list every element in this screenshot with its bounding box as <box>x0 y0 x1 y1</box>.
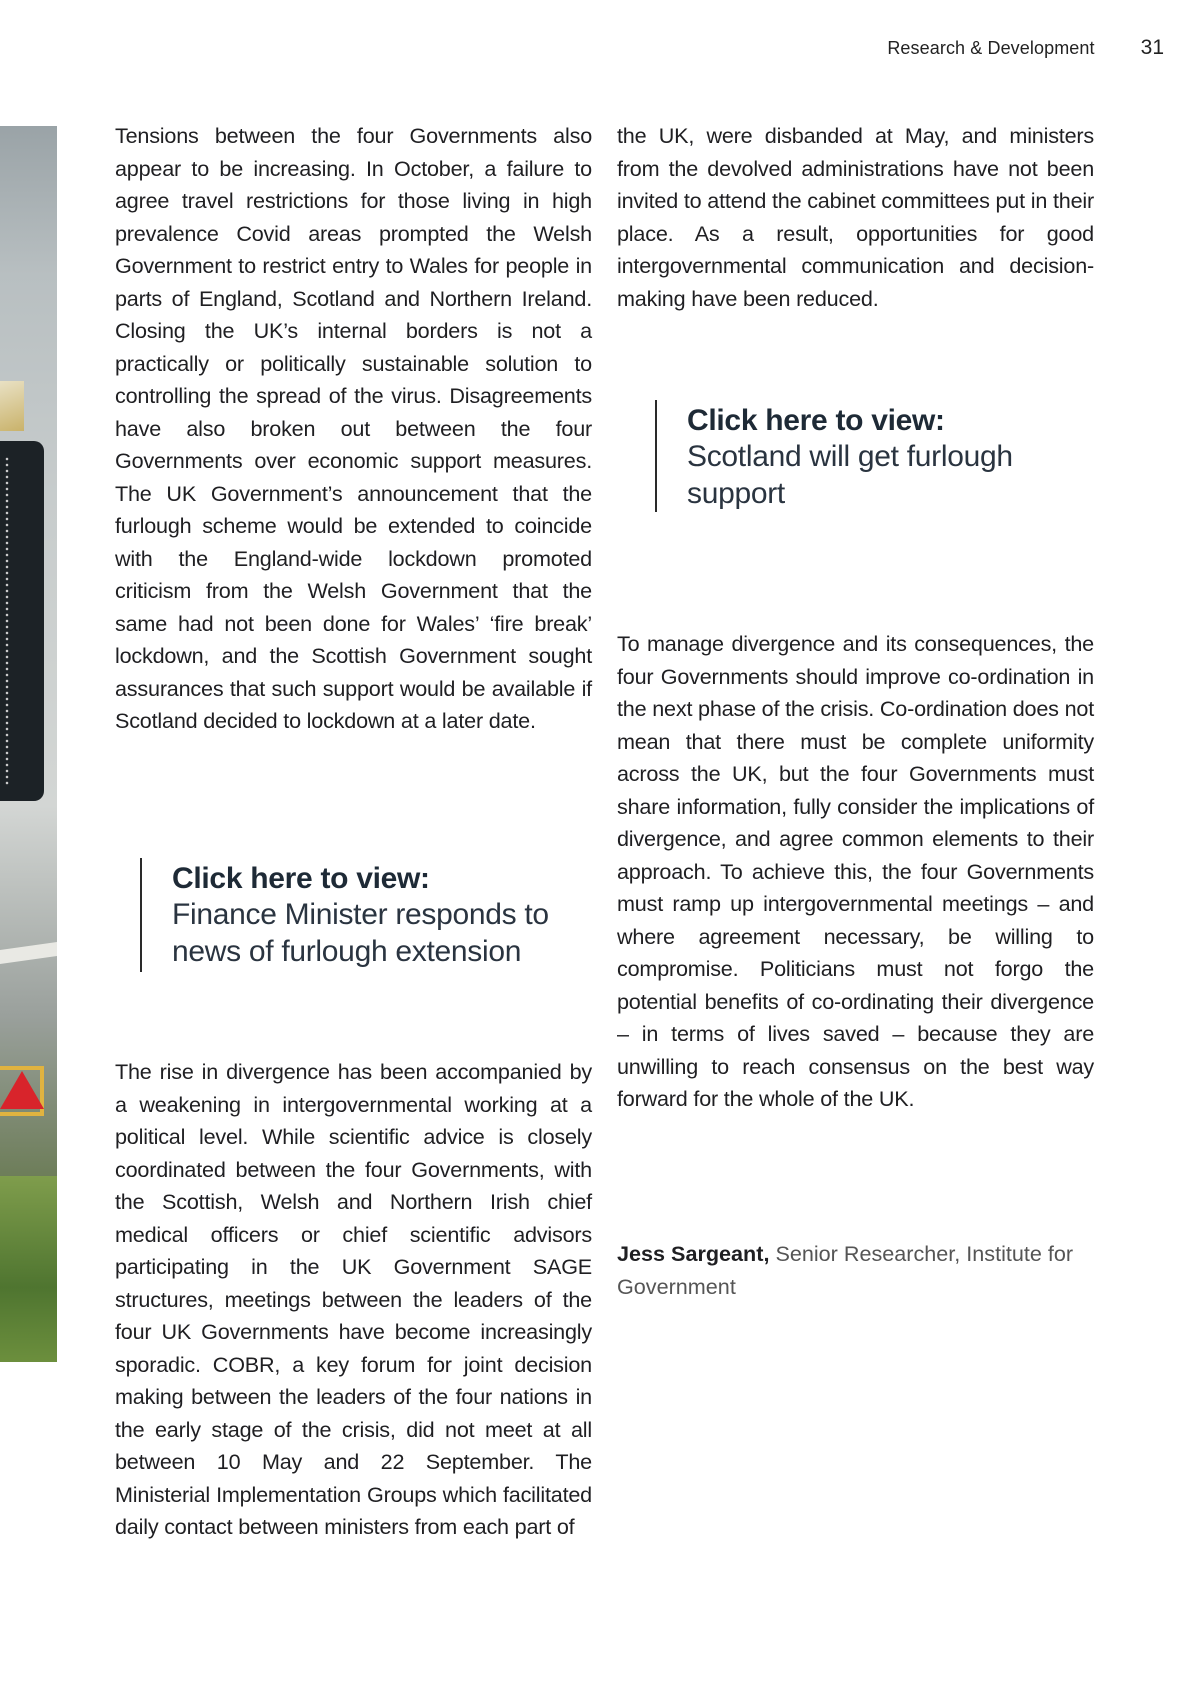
page-header <box>887 36 1164 60</box>
road-marking <box>0 942 57 964</box>
author-credit <box>617 1238 1094 1303</box>
sign-top-shape <box>0 381 24 431</box>
warning-triangle-icon <box>0 1071 44 1109</box>
finance-minister-video-link[interactable] <box>140 858 592 972</box>
cta-heading: Click here to view: <box>687 404 945 437</box>
right-column-lower <box>617 628 1094 1116</box>
author-name: Jess Sargeant, <box>617 1241 770 1266</box>
left-paragraph-2: The rise in divergence has been accompanied by a weakening in intergovernmental working at a political level. While scientific advice is closely coordinated between the four Governments, with the Scottish, Welsh and Northern Irish chief medical officers or chief scientific advisors participating in the UK Government SAGE structures, meetings between the leaders of the four UK Governments have become increasingly sporadic. COBR, a key forum for joint decision making between the leaders of the four nations in the early stage of the crisis, did not meet at all between 10 May and 22 September. The Ministerial Implementation Groups which facilitated daily contact between ministers from each part of <box>115 1059 592 1539</box>
right-paragraph-1: the UK, were disbanded at May, and ministers from the devolved administrations have not been invited to attend the cabinet committees put in their place. As a result, opportunities for good intergovernmental communication and decision-making have been reduced. <box>617 123 1094 311</box>
cta-text: Finance Minister responds to news of furlough extension <box>172 898 549 968</box>
right-paragraph-2: To manage divergence and its consequences, the four Governments should improve co-ordination in the next phase of the crisis. Co-ordination does not mean that there must be complete uniformity across the UK, but the four Governments must share information, fully consider the implications of divergence, and agree common elements to their approach. To achieve this, the four Governments must ramp up intergovernmental meetings – and where agreement necessary, be willing to compromise. Politicians must not forgo the potential benefits of co-ordinating their divergence – in terms of lives saved – because they are unwilling to reach consensus on the best way forward for the whole of the UK. <box>617 631 1094 1111</box>
left-column-lower <box>115 1056 592 1544</box>
left-paragraph-1: Tensions between the four Governments also appear to be increasing. In October, a failure to agree travel restrictions for those living in high prevalence Covid areas prompted the Welsh Government to restrict entry to Wales for people in parts of England, Scotland and Northern Ireland. Closing the UK’s internal borders is not a practically or politically sustainable solution to controlling the spread of the virus. Disagreements have also broken out between the four Governments over economic support measures. The UK Government’s announcement that the furlough scheme would be extended to coincide with the England-wide lockdown promoted criticism from the Welsh Government that the same had not been done for Wales’ ‘fire break’ lockdown, and the Scottish Government sought assurances that such support would be available if Scotland decided to lockdown at a later date. <box>115 123 592 733</box>
right-column <box>617 120 1094 315</box>
photo-strip-image <box>0 126 57 1362</box>
section-title: Research & Development <box>887 38 1095 58</box>
author-title: Senior Researcher, Institute for Government <box>617 1241 1074 1299</box>
grass-verge <box>0 1176 57 1362</box>
left-column <box>115 120 592 738</box>
cta-text: Scotland will get furlough support <box>687 440 1013 510</box>
page-number: 31 <box>1140 36 1164 59</box>
cta-heading: Click here to view: <box>172 862 430 895</box>
sign-led-dots <box>4 456 10 786</box>
scotland-furlough-video-link[interactable] <box>655 400 1107 512</box>
